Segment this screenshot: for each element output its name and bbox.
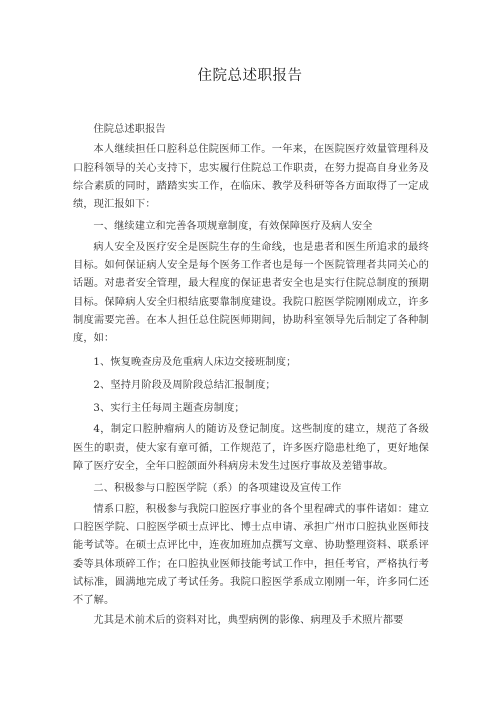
list-item-1: 1、恢复晚查房及危重病人床边交接班制度； bbox=[93, 356, 297, 368]
list-item-2: 2、坚持月阶段及周阶段总结汇报制度； bbox=[93, 379, 276, 391]
list-item-4-paragraph: 4，制定口腔肿瘤病人的随访及登记制度。这些制度的建立，规范了各级医生的职责，使大家有章可循，工作规范了，许多医疗隐患杜绝了，更好地保障了医疗安全，全年口腔颌面外科病房未发生过医疗事故及差错事故。 bbox=[73, 424, 429, 473]
section-1-paragraph: 病人安全及医疗安全是医院生存的生命线，也是患者和医生所追求的最终目标。如何保证病人安全是每个医务工作者也是每一个医院管理者共同关心的话题。对患者安全管理，最大程度的保证患者安全也是实行住院总制度的预期目标。保障病人安全归根结底要靠制度建设。我院口腔医学院刚刚成立，许多制度需要完善。在本人担任总住院医师期间，协助科室领导先后制定了各种制度，如： bbox=[73, 241, 429, 345]
intro-paragraph: 本人继续担任口腔科总住院医师工作。一年来，在医院医疗效量管理科及口腔科领导的关心支持下，忠实履行住院总工作职责，在努力提高自身业务及综合素质的同时，踏踏实实工作，在临床、教学及科研等各方面取得了一定成绩，现汇报如下： bbox=[73, 144, 429, 211]
document-title: 住院总述职报告 bbox=[197, 68, 303, 84]
document-body bbox=[73, 121, 429, 631]
section-2-paragraph-cont: 尤其是术前术后的资料对比，典型病例的影像、病理及手术照片都要 bbox=[93, 615, 404, 627]
list-item-3: 3、实行主任每周主题查房制度； bbox=[93, 403, 245, 415]
section-heading-1: 一、继续建立和完善各项规章制度，有效保障医疗及病人安全 bbox=[93, 221, 373, 233]
section-heading-2: 二、积极参与口腔医学院（系）的各项建设及宣传工作 bbox=[93, 483, 342, 495]
report-subtitle: 住院总述职报告 bbox=[93, 124, 166, 135]
section-2-paragraph: 情系口腔，积极参与我院口腔医疗事业的各个里程碑式的事件诸如：建立口腔医学院、口腔医学硕士点评比、博士点申请、承担广州市口腔执业医师技能考试等。在硕士点评比中，连夜加班加点撰写文章、协助整理资料、联系评委等具体琐碎工作；在口腔执业医师技能考试工作中，担任考官，严格执行考试标准，圆满地完成了考试任务。我院口腔医学系成立刚刚一年，许多同仁还不了解。 bbox=[73, 503, 429, 607]
